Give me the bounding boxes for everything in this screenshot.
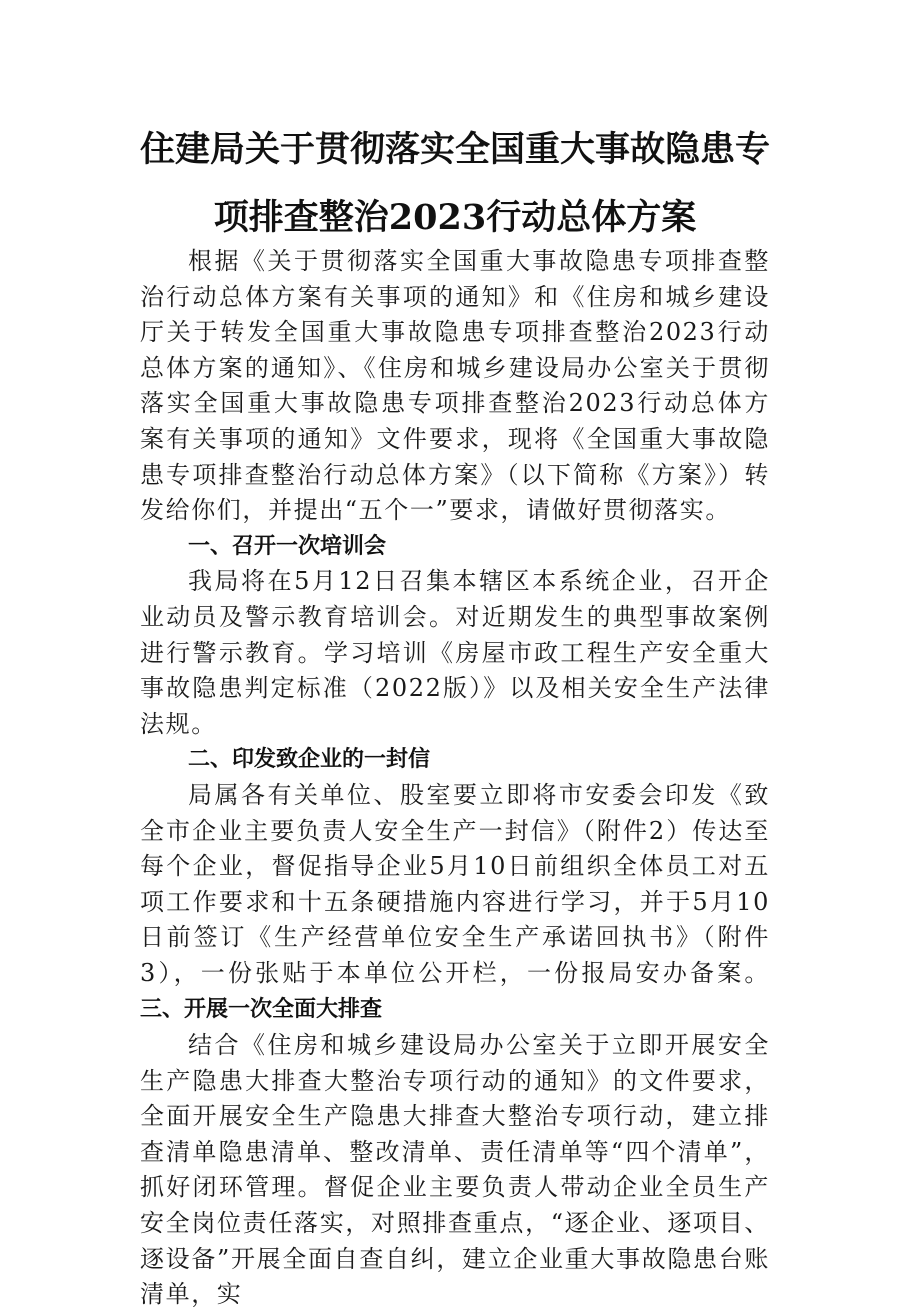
intro-paragraph: 根据《关于贯彻落实全国重大事故隐患专项排查整治行动总体方案有关事项的通知》和《住房和城乡建设厅关于转发全国重大事故隐患专项排查整治2023行动总体方案的通知》、《住房和城乡建设局办公室关于贯彻落实全国重大事故隐患专项排查整治2023行动总体方案有关事项的通知》文件要求，现将《全国重大事故隐患专项排查整治行动总体方案》（以下简称《方案》）转发给你们，并提出“五个一”要求，请做好贯彻落实。 xyxy=(140,247,770,525)
document-body xyxy=(140,244,770,1313)
section-heading-1: 一、召开一次培训会 xyxy=(188,533,387,559)
section-2-text: 局属各有关单位、股室要立即将市安委会印发《致全市企业主要负责人安全生产一封信》（附件2）传达至每个企业，督促指导企业5月10日前组织全体员工对五项工作要求和十五条硬措施内容进行学习，并于5月10日前签订《生产经营单位安全生产承诺回执书》（附件3），一份张贴于本单位公开栏，一份报局安办备案。 xyxy=(140,780,770,987)
section-3-paragraph: 结合《住房和城乡建设局办公室关于立即开展安全生产隐患大排查大整治专项行动的通知》的文件要求，全面开展安全生产隐患大排查大整治专项行动，建立排查清单隐患清单、整改清单、责任清单等“四个清单”，抓好闭环管理。督促企业主要负责人带动企业全员生产安全岗位责任落实，对照排查重点，“逐企业、逐项目、逐设备”开展全面自查自纠，建立企业重大事故隐患台账清单，实 xyxy=(140,1031,770,1309)
section-heading-2: 二、印发致企业的一封信 xyxy=(188,747,431,773)
section-2-paragraph xyxy=(140,778,770,1028)
document-title-line1: 住建局关于贯彻落实全国重大事故隐患专 xyxy=(140,129,771,170)
section-heading-3: 三、开展一次全面大排查 xyxy=(140,997,383,1023)
section-1-paragraph: 我局将在5月12日召集本辖区本系统企业，召开企业动员及警示教育培训会。对近期发生的典型事故案例进行警示教育。学习培训《房屋市政工程生产安全重大事故隐患判定标准（2022版）》以及相关安全生产法律法规。 xyxy=(140,567,770,738)
document-title-line2: 项排查整治2023行动总体方案 xyxy=(213,197,697,238)
